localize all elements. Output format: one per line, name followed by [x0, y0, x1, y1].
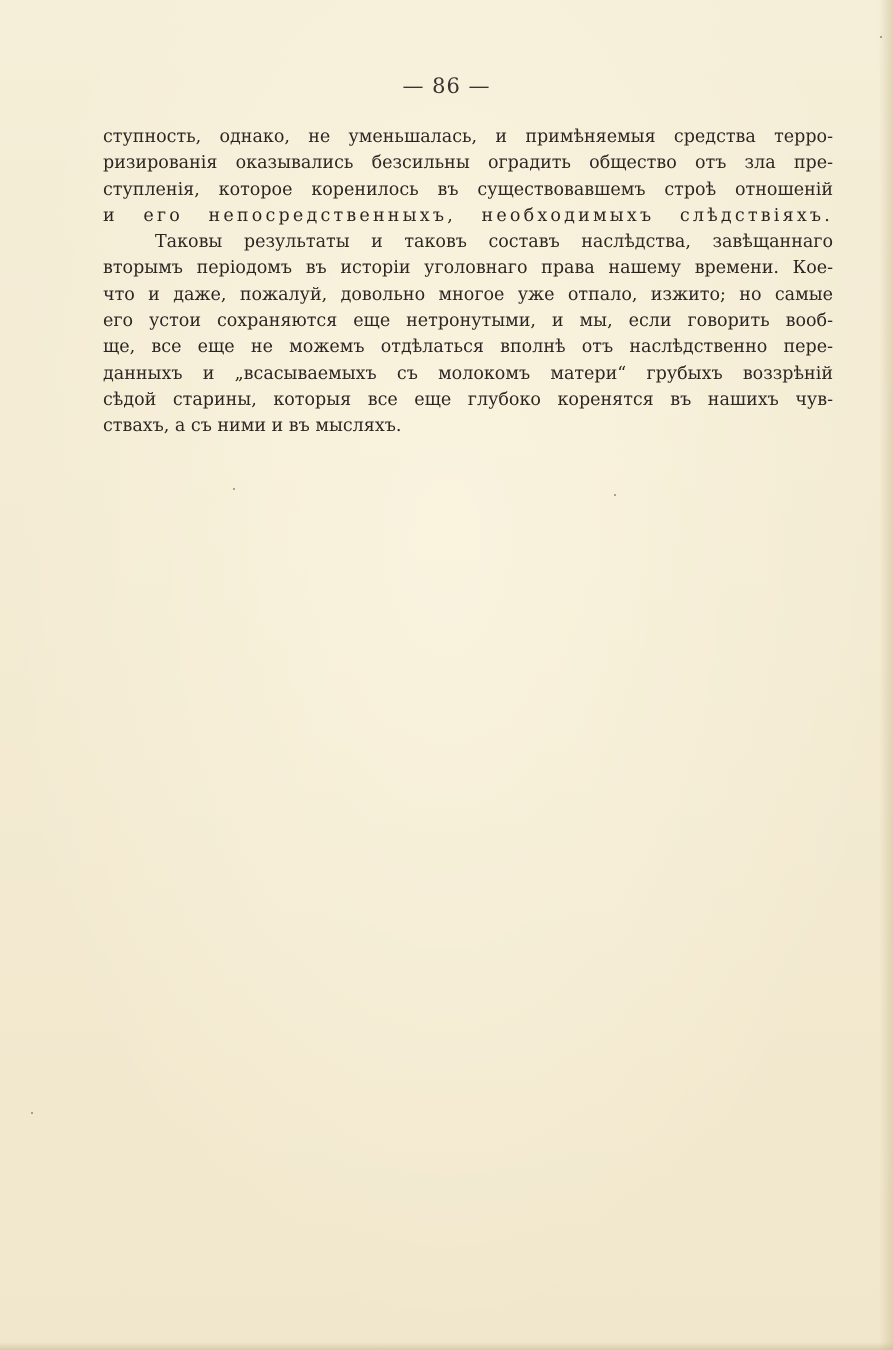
text-line: ступленія, которое коренилось въ существовавшемъ строѣ отношеній [103, 179, 833, 200]
page-edge-shadow-right [879, 0, 893, 1350]
paper-speck [31, 1112, 33, 1114]
text-line: ствахъ, а съ ними и въ мысляхъ. [103, 416, 402, 437]
paper-speck [614, 494, 616, 496]
paper-speck [880, 36, 882, 38]
page-edge-shadow-bottom [0, 1342, 893, 1350]
body-text [103, 124, 833, 440]
text-line: ще, все еще не можемъ отдѣлаться вполнѣ отъ наслѣдственно пере- [103, 337, 833, 358]
text-line: Таковы результаты и таковъ составъ наслѣдства, завѣщаннаго [155, 232, 833, 253]
paragraph-2 [103, 229, 833, 439]
text-line: ризированія оказывались безсильны оградить общество отъ зла пре- [103, 153, 833, 174]
text-line: и его непосредственныхъ, необходимыхъ слѣдствіяхъ. [103, 205, 833, 226]
paragraph-1 [103, 124, 833, 229]
text-line: сѣдой старины, которыя все еще глубоко коренятся въ нашихъ чув- [103, 389, 833, 410]
paper-speck [233, 488, 235, 490]
page-number: — 86 — [402, 74, 491, 98]
text-line: что и даже, пожалуй, довольно многое уже отпало, изжито; но самые [103, 284, 833, 305]
text-line: его устои сохраняются еще нетронутыми, и мы, если говорить вооб- [103, 311, 833, 332]
text-line: данныхъ и „всасываемыхъ съ молокомъ матери“ грубыхъ воззрѣній [103, 363, 833, 384]
text-line: вторымъ періодомъ въ исторіи уголовнаго права нашему времени. Кое- [103, 258, 833, 279]
text-line: ступность, однако, не уменьшалась, и примѣняемыя средства терро- [103, 127, 833, 147]
